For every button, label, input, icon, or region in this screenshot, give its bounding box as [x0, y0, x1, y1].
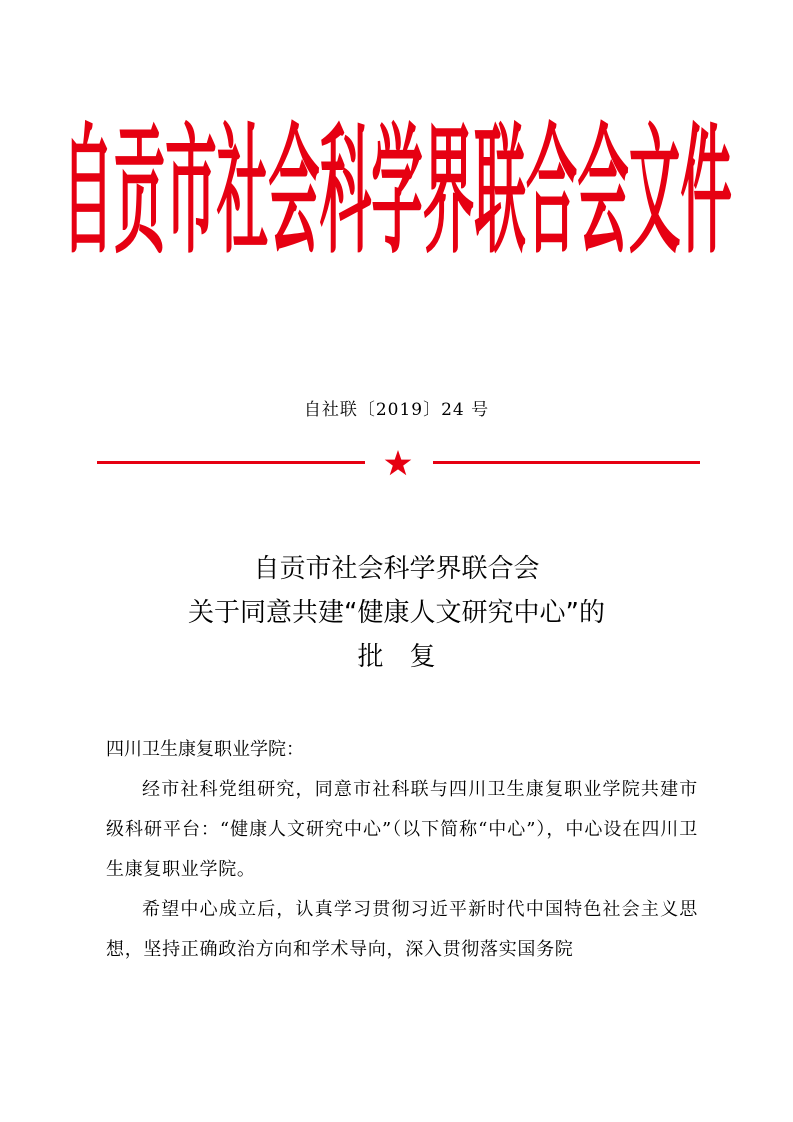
title-line-2: 关于同意共建“健康人文研究中心”的 — [188, 598, 605, 628]
title-line-1: 自贡市社会科学界联合会 — [253, 554, 540, 584]
document-body — [106, 730, 698, 970]
body-paragraph: 经市社科党组研究，同意市社科联与四川卫生康复职业学院共建市级科研平台：“健康人文研究中心”（以下简称“中心”），中心设在四川卫生康复职业学院。 — [106, 779, 698, 880]
salutation: 四川卫生康复职业学院： — [106, 739, 304, 760]
red-divider-right — [433, 461, 700, 464]
star-icon — [383, 449, 413, 479]
issuer-masthead — [0, 118, 793, 278]
issuer-title: 自贡市社会科学界联合会文件 — [61, 118, 732, 274]
title-line-3: 批复 — [357, 642, 462, 672]
document-number: 自社联〔2019〕24 号 — [303, 400, 490, 420]
body-paragraph: 希望中心成立后，认真学习贯彻习近平新时代中国特色社会主义思想，坚持正确政治方向和学术导向，深入贯彻落实国务院 — [106, 899, 698, 960]
document-title — [0, 547, 793, 679]
red-divider-left — [97, 461, 365, 464]
